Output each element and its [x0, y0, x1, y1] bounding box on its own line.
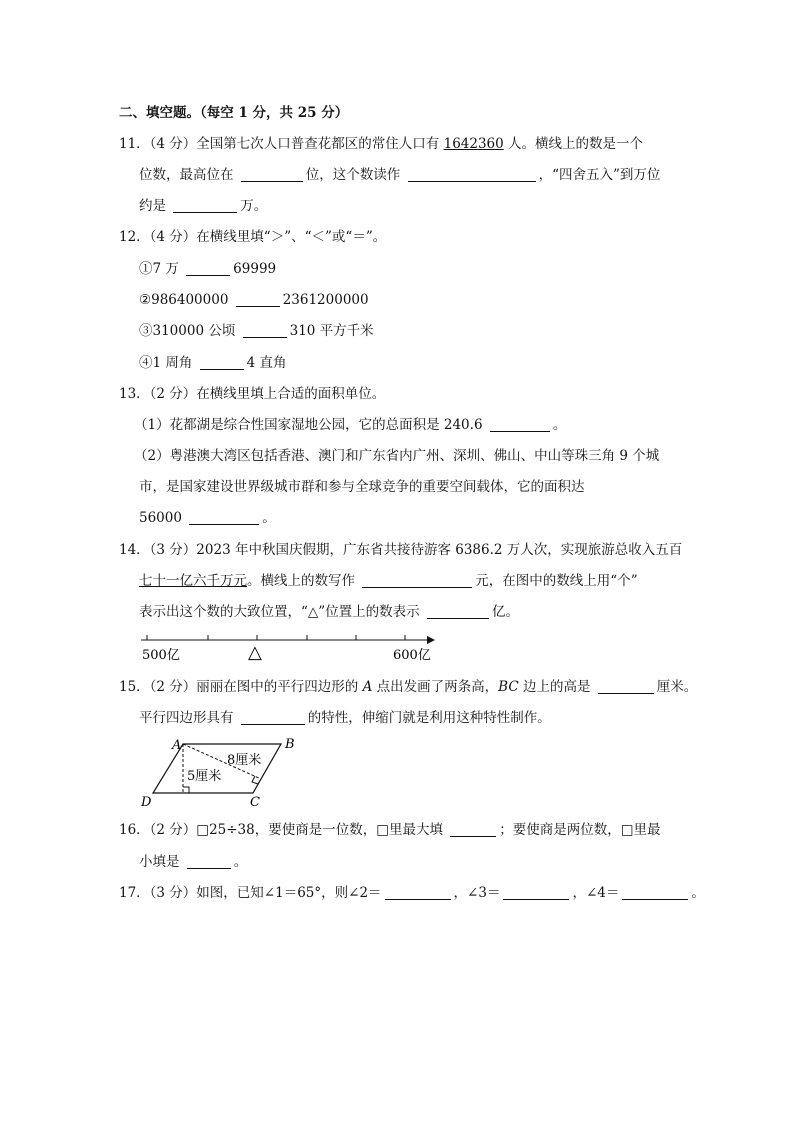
- q12-item-left: ②986400000: [139, 292, 233, 308]
- q15-blank-property[interactable]: [241, 710, 305, 725]
- q16-text: 小填是: [139, 854, 184, 870]
- q16-text: ；要使商是两位数，□里最: [499, 822, 661, 838]
- q15-text: 点出发画了两条高，: [372, 679, 499, 695]
- q12-item-left: ①7 万: [139, 261, 184, 277]
- q12-item-right: 310 平方千米: [289, 323, 374, 339]
- q11-text: 约是: [139, 198, 171, 214]
- q14-underlined-amount: 七十一亿六千万元: [139, 573, 247, 589]
- q13-text: 。: [552, 417, 567, 433]
- question-15-line-1: [119, 678, 697, 696]
- question-14-line-2: [139, 572, 638, 590]
- q12-item-right: 4 直角: [246, 355, 287, 371]
- q11-text: ，“四舍五入”到万位: [538, 167, 661, 183]
- q14-text: 表示出这个数的大致位置，“△”位置上的数表示: [139, 604, 424, 620]
- q16-blank-min[interactable]: [187, 854, 231, 869]
- triangle-marker: △: [248, 642, 262, 663]
- q14-text: 。横线上的数写作: [247, 573, 360, 589]
- q12-blank-4[interactable]: [200, 355, 244, 370]
- q15-text: 15．（2 分）丽丽在图中的平行四边形的: [119, 679, 363, 695]
- q13-part-2-line-2: 市，是国家建设世界级城市群和参与全球竞争的重要空间载体，它的面积达: [139, 479, 585, 495]
- q17-text: ，∠3＝: [453, 885, 501, 901]
- question-11-line-3: [139, 197, 267, 215]
- q12-item-left: ③310000 公顷: [139, 323, 240, 339]
- q13-text: 。: [262, 510, 276, 526]
- axis-label-500: 500亿: [142, 648, 180, 663]
- q16-blank-max[interactable]: [450, 822, 496, 837]
- question-14-line-3: [139, 603, 519, 621]
- q15-blank-height[interactable]: [598, 679, 654, 694]
- q12-blank-2[interactable]: [236, 292, 280, 307]
- q13-text: （1）花都湖是综合性国家湿地公园，它的总面积是 240.6: [134, 417, 487, 433]
- q15-text: 边上的高是: [518, 679, 595, 695]
- q12-item-2: [139, 291, 369, 309]
- q13-text: 56000: [139, 510, 187, 526]
- question-16-line-2: [139, 853, 247, 871]
- q11-text: 万。: [240, 198, 268, 214]
- q12-blank-3[interactable]: [243, 323, 287, 338]
- q13-blank-1[interactable]: [490, 417, 550, 432]
- q16-text: 。: [233, 854, 248, 870]
- q12-item-1: [139, 260, 276, 278]
- question-13-stem: 13．（2 分）在横线里填上合适的面积单位。: [119, 386, 386, 402]
- q17-text: 。: [691, 885, 705, 901]
- q17-text: ，∠4＝: [572, 885, 620, 901]
- label-5cm: 5厘米: [187, 769, 222, 784]
- q11-blank-highest-digit[interactable]: [241, 167, 303, 182]
- q13-part-2-line-1: （2）粤港澳大湾区包括香港、澳门和广东省内广州、深圳、佛山、中山等珠三角 9 个城: [134, 448, 660, 464]
- q11-underlined-number: 1642360: [443, 136, 504, 152]
- q14-blank-written[interactable]: [362, 573, 472, 588]
- section-title: 二、填空题。（每空 1 分，共 25 分）: [119, 105, 349, 121]
- question-16-line-1: [119, 821, 661, 839]
- q17-blank-angle-3[interactable]: [503, 885, 569, 900]
- q11-text: 位数，最高位在: [139, 167, 238, 183]
- q17-blank-angle-4[interactable]: [622, 885, 688, 900]
- label-b: B: [285, 737, 295, 752]
- q17-text: 17．（3 分）如图，已知∠1＝65°，则∠2＝: [119, 885, 382, 901]
- question-11-line-2: [139, 166, 660, 184]
- q12-item-left: ④1 周角: [139, 355, 197, 371]
- q15-point-a: A: [362, 679, 373, 695]
- q13-part-2-line-3: [139, 509, 276, 527]
- number-line-arrow: [427, 636, 435, 644]
- q12-item-3: [139, 322, 374, 340]
- q15-edge-bc: BC: [498, 679, 519, 695]
- q12-item-right: 2361200000: [282, 292, 369, 308]
- question-14-line-1: 14．（3 分）2023 年中秋国庆假期，广东省共接待游客 6386.2 万人次，实现旅游总收入五百: [119, 542, 683, 558]
- q11-blank-reading[interactable]: [408, 167, 536, 182]
- q12-item-right: 69999: [233, 261, 277, 277]
- parallelogram-figure: [135, 732, 305, 812]
- q12-item-4: [139, 354, 287, 372]
- q17-blank-angle-2[interactable]: [385, 885, 451, 900]
- q15-text: 厘米。: [656, 679, 698, 695]
- right-angle-mark: [183, 787, 189, 793]
- q15-text: 的特性，伸缩门就是利用这种特性制作。: [307, 710, 551, 726]
- question-15-line-2: [139, 709, 551, 727]
- q11-text: 11．（4 分）全国第七次人口普查花都区的常住人口有: [119, 136, 444, 152]
- q13-blank-2[interactable]: [189, 510, 259, 525]
- label-d: D: [141, 795, 152, 810]
- q14-text: 元，在图中的数线上用“个”: [475, 573, 638, 589]
- number-line: [135, 628, 440, 666]
- q13-part-1: [134, 416, 566, 434]
- label-8cm: 8厘米: [227, 753, 262, 768]
- q16-text: 16．（2 分）□25÷38，要使商是一位数，□里最大填: [119, 822, 448, 838]
- question-12-stem: 12．（4 分）在横线里填“＞”、“＜”或“＝”。: [119, 229, 387, 245]
- q11-text: 人。横线上的数是一个: [503, 136, 644, 152]
- question-11-line-1: [119, 135, 643, 153]
- q12-blank-1[interactable]: [186, 261, 230, 276]
- q15-text: 平行四边形具有: [139, 710, 238, 726]
- q11-blank-rounded[interactable]: [173, 198, 237, 213]
- label-c: C: [250, 795, 260, 810]
- question-17: [119, 884, 705, 902]
- q14-text: 亿。: [491, 604, 519, 620]
- axis-label-600: 600亿: [393, 648, 431, 663]
- label-a: A: [172, 738, 182, 753]
- q14-blank-triangle-value[interactable]: [427, 604, 489, 619]
- q11-text: 位，这个数读作: [305, 167, 405, 183]
